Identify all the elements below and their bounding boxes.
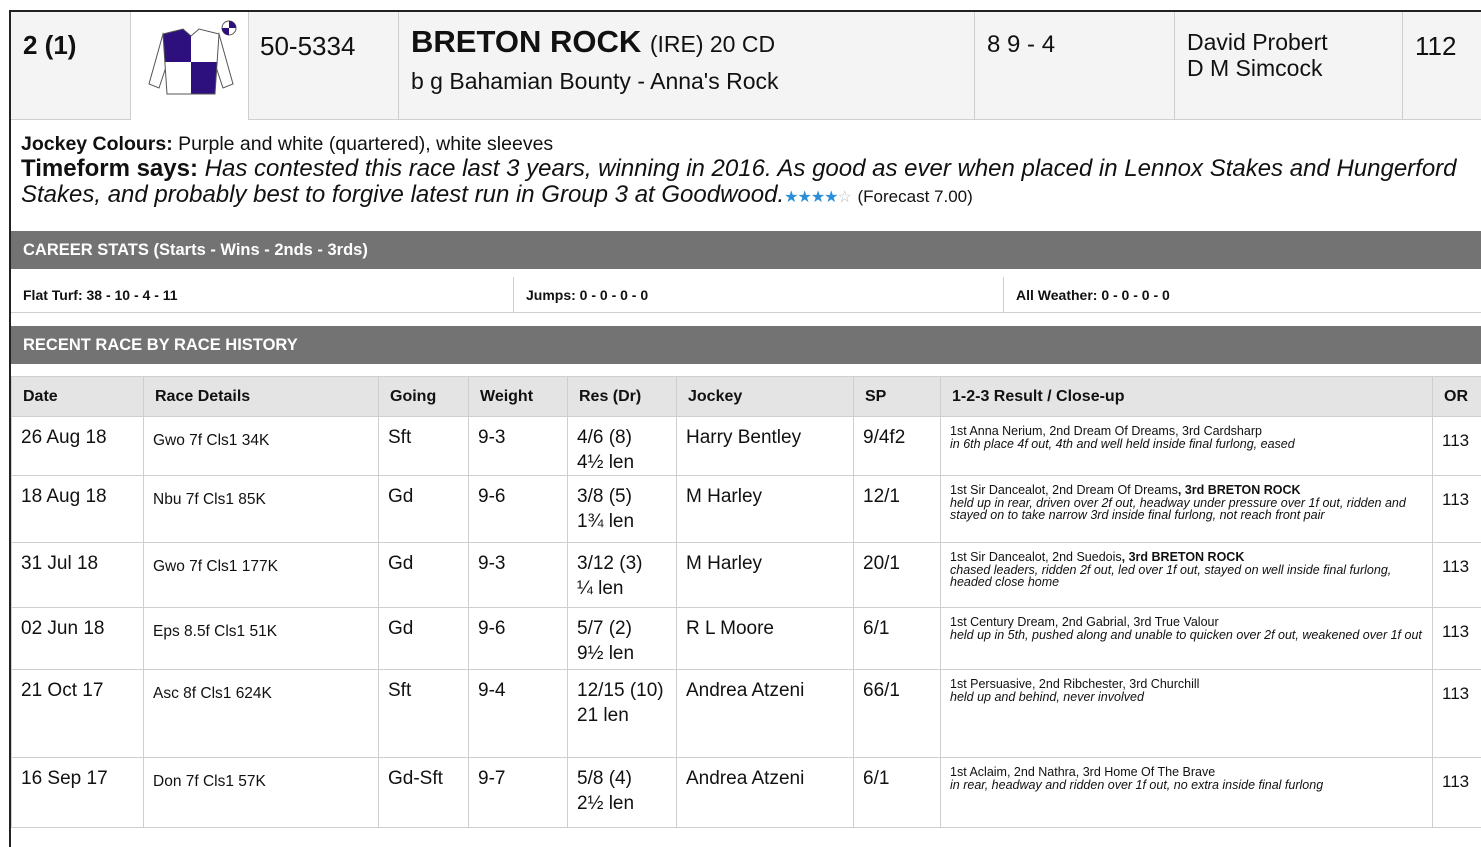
jockey-colours-label: Jockey Colours: [21, 133, 173, 155]
table-row[interactable] [12, 543, 1481, 608]
timeform-verdict [21, 156, 1481, 211]
race-closeup [941, 670, 1433, 758]
runner-header [11, 12, 1481, 120]
career-stats [11, 277, 1481, 313]
race-sp: 6/1 [854, 758, 941, 828]
race-date: 21 Oct 17 [12, 670, 144, 758]
horse-name-suffix: (IRE) 20 CD [649, 31, 776, 57]
jockey-silk-icon [131, 12, 249, 120]
result-position: 12/15 (10) [577, 680, 664, 701]
closeup-result: 1st Anna Nerium, 2nd Dream Of Dreams, 3rd Cardsharp [950, 424, 1262, 438]
table-row[interactable] [12, 670, 1481, 758]
race-closeup [941, 758, 1433, 828]
col-weight[interactable]: Weight [469, 377, 568, 417]
runner-card [9, 10, 1481, 847]
race-jockey: M Harley [677, 476, 854, 543]
race-closeup [941, 476, 1433, 543]
race-or: 113 [1433, 476, 1481, 543]
col-sp[interactable]: SP [854, 377, 941, 417]
form-figures: 50-5334 [260, 31, 356, 61]
race-result [568, 417, 677, 476]
closeup-result: 1st Sir Dancealot, 2nd Suedois [950, 550, 1122, 564]
age-weight-cell [975, 12, 1175, 120]
star-rating-icon: ★★★★☆ [784, 189, 851, 206]
stat-flat-turf: Flat Turf: 38 - 10 - 4 - 11 [11, 277, 514, 313]
col-date[interactable]: Date [12, 377, 144, 417]
race-going: Gd-Sft [379, 758, 469, 828]
jockey-name: David Probert [1187, 29, 1328, 55]
stat-all-weather: All Weather: 0 - 0 - 0 - 0 [1016, 287, 1170, 303]
closeup-comment: in rear, headway and ridden over 1f out, no extra inside final furlong [950, 777, 1324, 792]
timeform-text: Has contested this race last 3 years, winning in 2016. As good as ever when placed in Lennox Stakes and Hungerford Stakes, and probably best to forgive latest run in Group 3 at Goodwood. [21, 155, 1457, 208]
career-stats-header: CAREER STATS (Starts - Wins - 2nds - 3rds) [11, 231, 1481, 269]
race-sp: 12/1 [854, 476, 941, 543]
race-closeup [941, 543, 1433, 608]
race-going: Gd [379, 608, 469, 670]
official-rating: 112 [1415, 31, 1457, 61]
closeup-comment: held up and behind, never involved [950, 689, 1144, 704]
race-jockey: Andrea Atzeni [677, 758, 854, 828]
race-going: Sft [379, 417, 469, 476]
horse-name [411, 24, 775, 60]
closeup-result-highlight: , 3rd BRETON ROCK [1121, 550, 1245, 564]
race-date: 18 Aug 18 [12, 476, 144, 543]
race-details: Asc 8f Cls1 624K [144, 670, 379, 758]
result-distance: 2½ len [577, 793, 635, 814]
closeup-comment: chased leaders, ridden 2f out, led over 1f out, stayed on well inside final furlong, headed close home [950, 562, 1392, 589]
jockey-colours-text: Purple and white (quartered), white sleeves [178, 133, 554, 155]
col-going[interactable]: Going [379, 377, 469, 417]
closeup-comment: in 6th place 4f out, 4th and well held inside final furlong, eased [950, 436, 1295, 451]
forecast-price: (Forecast 7.00) [857, 187, 973, 206]
race-result [568, 543, 677, 608]
table-row[interactable] [12, 417, 1481, 476]
col-result[interactable]: Res (Dr) [568, 377, 677, 417]
closeup-result: 1st Century Dream, 2nd Gabrial, 3rd True Valour [950, 615, 1219, 629]
table-row[interactable] [12, 758, 1481, 828]
result-distance: 21 len [577, 705, 629, 726]
closeup-comment: held up in rear, driven over 2f out, headway under pressure over 1f out, ridden and stayed on to take narrow 3rd inside final furlong, not reach front pair [950, 495, 1406, 522]
race-date: 02 Jun 18 [12, 608, 144, 670]
closeup-result: 1st Aclaim, 2nd Nathra, 3rd Home Of The Brave [950, 765, 1216, 779]
table-row[interactable] [12, 608, 1481, 670]
race-jockey: Andrea Atzeni [677, 670, 854, 758]
race-going: Sft [379, 670, 469, 758]
race-weight: 9-6 [469, 608, 568, 670]
horse-name-cell [399, 12, 975, 120]
col-closeup[interactable]: 1-2-3 Result / Close-up [941, 377, 1433, 417]
race-weight: 9-3 [469, 417, 568, 476]
race-or: 113 [1433, 670, 1481, 758]
result-distance: 1¾ len [577, 511, 635, 532]
jockey-silk-cell [131, 12, 249, 120]
race-or: 113 [1433, 608, 1481, 670]
result-distance: 4½ len [577, 452, 635, 473]
race-going: Gd [379, 476, 469, 543]
col-race-details[interactable]: Race Details [144, 377, 379, 417]
horse-name-text: BRETON ROCK [411, 24, 642, 59]
race-result [568, 476, 677, 543]
race-weight: 9-3 [469, 543, 568, 608]
runner-number: 2 (1) [23, 30, 77, 60]
result-position: 4/6 (8) [577, 427, 632, 448]
closeup-comment: held up in 5th, pushed along and unable to quicken over 2f out, weakened over 1f out [950, 627, 1422, 642]
col-jockey[interactable]: Jockey [677, 377, 854, 417]
race-details: Gwo 7f Cls1 34K [144, 417, 379, 476]
trainer-name: D M Simcock [1187, 55, 1323, 81]
race-sp: 66/1 [854, 670, 941, 758]
result-distance: ¼ len [577, 578, 624, 599]
race-result [568, 608, 677, 670]
result-position: 5/8 (4) [577, 768, 632, 789]
col-or[interactable]: OR [1433, 377, 1481, 417]
form-figures-cell [249, 12, 399, 120]
race-date: 31 Jul 18 [12, 543, 144, 608]
race-details: Eps 8.5f Cls1 51K [144, 608, 379, 670]
race-going: Gd [379, 543, 469, 608]
race-or: 113 [1433, 543, 1481, 608]
result-distance: 9½ len [577, 643, 635, 664]
race-weight: 9-6 [469, 476, 568, 543]
result-position: 3/8 (5) [577, 486, 632, 507]
jockey-colours-line [21, 132, 1481, 156]
closeup-result-highlight: , 3rd BRETON ROCK [1177, 483, 1301, 497]
race-history-table [11, 376, 1481, 828]
runner-info [21, 132, 1481, 211]
race-history-header: RECENT RACE BY RACE HISTORY [11, 326, 1481, 364]
race-date: 26 Aug 18 [12, 417, 144, 476]
race-weight: 9-7 [469, 758, 568, 828]
result-position: 5/7 (2) [577, 618, 632, 639]
race-details: Nbu 7f Cls1 85K [144, 476, 379, 543]
race-weight: 9-4 [469, 670, 568, 758]
race-jockey: Harry Bentley [677, 417, 854, 476]
race-jockey: M Harley [677, 543, 854, 608]
horse-pedigree: b g Bahamian Bounty - Anna's Rock [411, 68, 779, 94]
race-result [568, 758, 677, 828]
table-header-row [12, 377, 1481, 417]
closeup-result: 1st Persuasive, 2nd Ribchester, 3rd Churchill [950, 677, 1200, 691]
rating-cell [1403, 12, 1481, 120]
race-sp: 6/1 [854, 608, 941, 670]
timeform-label: Timeform says: [21, 155, 198, 182]
race-details: Don 7f Cls1 57K [144, 758, 379, 828]
age-weight: 8 9 - 4 [987, 31, 1056, 58]
race-closeup [941, 608, 1433, 670]
race-details: Gwo 7f Cls1 177K [144, 543, 379, 608]
race-jockey: R L Moore [677, 608, 854, 670]
race-sp: 20/1 [854, 543, 941, 608]
race-closeup [941, 417, 1433, 476]
runner-number-cell [11, 12, 131, 120]
race-or: 113 [1433, 758, 1481, 828]
race-result [568, 670, 677, 758]
race-sp: 9/4f2 [854, 417, 941, 476]
table-row[interactable] [12, 476, 1481, 543]
race-or: 113 [1433, 417, 1481, 476]
race-date: 16 Sep 17 [12, 758, 144, 828]
closeup-result: 1st Sir Dancealot, 2nd Dream Of Dreams [950, 483, 1178, 497]
stat-jumps: Jumps: 0 - 0 - 0 - 0 [514, 277, 1004, 313]
jockey-trainer-cell [1175, 12, 1403, 120]
result-position: 3/12 (3) [577, 553, 643, 574]
